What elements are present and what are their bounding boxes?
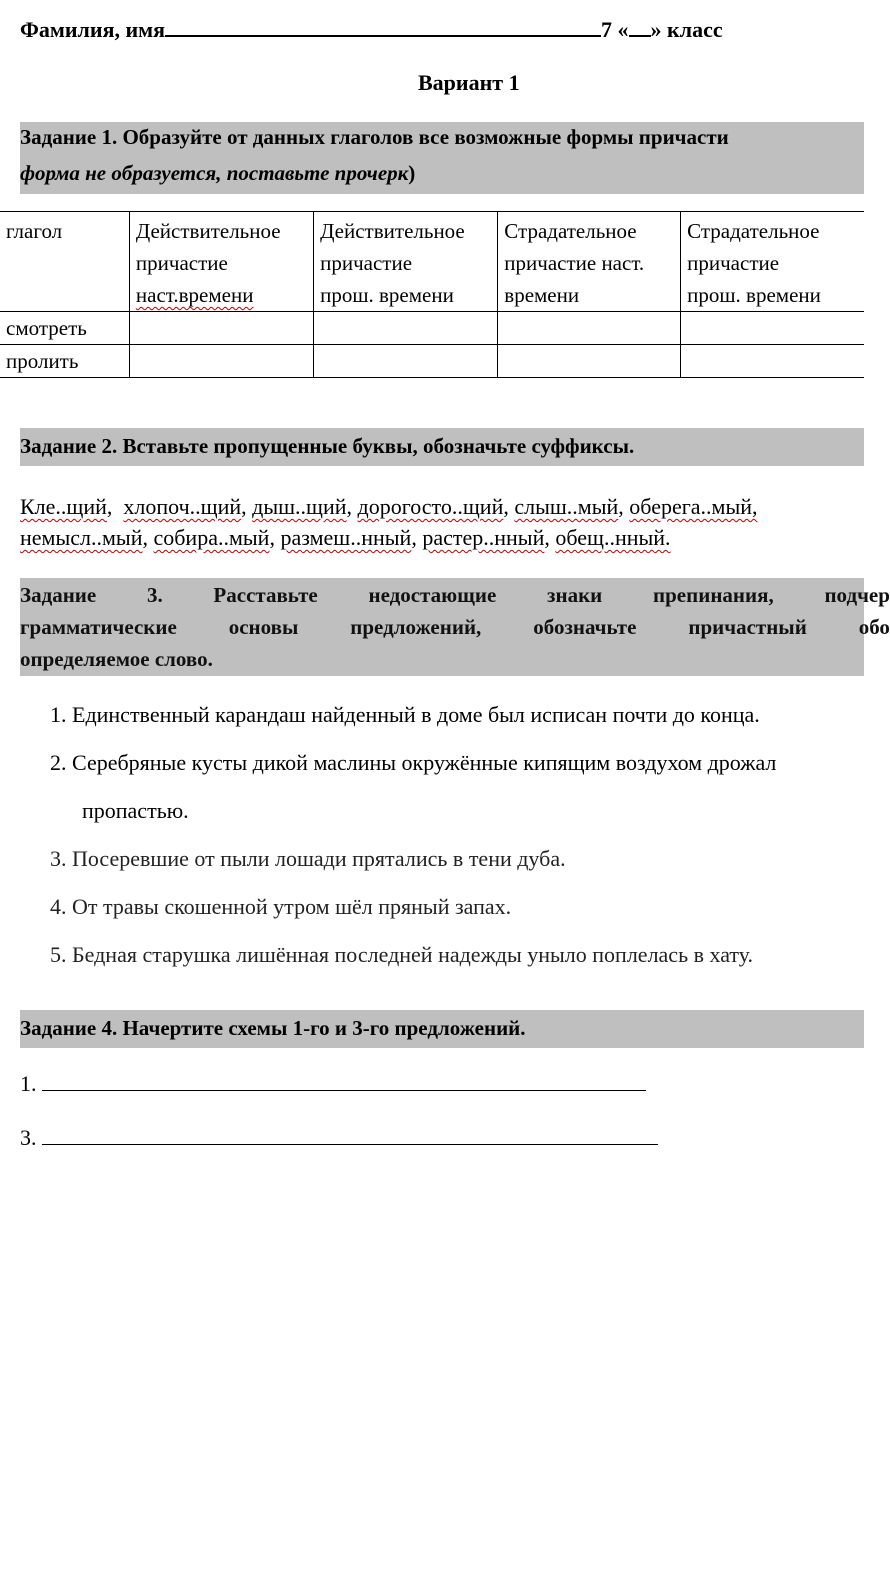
table-row xyxy=(0,345,864,378)
task2-title: Задание 2. Вставьте пропущенные буквы, обозначьте суффиксы. xyxy=(20,434,635,458)
word-item: хлопоч..щий xyxy=(123,494,242,519)
task3-title-line3: определяемое слово. xyxy=(20,647,213,671)
word-item: слыш..мый xyxy=(514,494,619,519)
sentence-item: 4. От травы скошенной утром шёл пряный запах. xyxy=(50,894,512,919)
name-label: Фамилия, имя xyxy=(20,17,166,42)
word-item: дорогосто..щий xyxy=(357,494,504,519)
answer-cell[interactable] xyxy=(314,345,498,378)
answer-cell[interactable] xyxy=(681,312,864,345)
word-item: размеш..нный xyxy=(280,525,412,550)
name-blank[interactable] xyxy=(165,15,601,37)
task4-title: Задание 4. Начертите схемы 1-го и 3-го предложений. xyxy=(20,1016,526,1040)
grade-suffix: » класс xyxy=(650,17,723,42)
grade-prefix: 7 « xyxy=(601,17,629,42)
answer-line-1: 1. xyxy=(20,1068,646,1100)
task1-title: Задание 1. Образуйте от данных глаголов все возможные формы причасти xyxy=(20,125,729,149)
name-line xyxy=(20,15,723,43)
answer-cell[interactable] xyxy=(314,312,498,345)
answer-cell[interactable] xyxy=(129,345,313,378)
word-item: обещ..нный. xyxy=(555,525,671,550)
answer-cell[interactable] xyxy=(498,345,681,378)
sentence-item: 3. Посеревшие от пыли лошади прятались в тени дуба. xyxy=(50,846,566,871)
word-item: собира..мый xyxy=(153,525,270,550)
sentence-continuation: пропастью. xyxy=(82,798,189,823)
grade-blank[interactable] xyxy=(629,17,651,37)
answer-blank-3[interactable] xyxy=(42,1124,658,1145)
participles-table xyxy=(0,211,864,378)
verb-cell: смотреть xyxy=(0,312,129,345)
word-item: дыш..щий xyxy=(252,494,347,519)
table-header-row xyxy=(0,212,864,312)
header-active-past: Действительное причастие прош. времени xyxy=(314,212,498,312)
answer-line-3: 3. xyxy=(20,1122,658,1154)
answer-cell[interactable] xyxy=(681,345,864,378)
word-item: оберега..мый, xyxy=(629,494,758,519)
answer-cell[interactable] xyxy=(129,312,313,345)
variant-title: Вариант 1 xyxy=(418,70,520,95)
header-passive-past: Страдательное причастие прош. времени xyxy=(681,212,864,312)
task2-words-line2: немысл..мый, собира..мый, размеш..нный, растер..нный, обещ..нный. xyxy=(20,525,671,550)
task1-title-line2: форма не образуется, поставьте прочерк) xyxy=(20,161,416,185)
sentence-item: 5. Бедная старушка лишённая последней надежды уныло поплелась в хату. xyxy=(50,942,754,967)
task3-title-line2: грамматические основы предложений, обозначьте причастный обо xyxy=(20,615,890,639)
verb-cell: пролить xyxy=(0,345,129,378)
table-row xyxy=(0,312,864,345)
header-verb: глагол xyxy=(0,212,129,312)
header-passive-present: Страдательное причастие наст. времени xyxy=(498,212,681,312)
sentence-item: 2. Серебряные кусты дикой маслины окружённые кипящим воздухом дрожал xyxy=(50,750,777,775)
task1-title-italic: форма не образуется, поставьте прочерк xyxy=(20,161,409,185)
answer-cell[interactable] xyxy=(498,312,681,345)
word-item: Кле..щий xyxy=(20,494,107,519)
word-item: немысл..мый xyxy=(20,525,143,550)
header-active-present: Действительное причастие наст.времени xyxy=(129,212,313,312)
task3-title-line1: Задание 3. Расставьте недостающие знаки препинания, подчер xyxy=(20,583,890,607)
sentence-item: 1. Единственный карандаш найденный в доме был исписан почти до конца. xyxy=(50,702,760,727)
answer-blank-1[interactable] xyxy=(42,1070,646,1091)
task2-words-line1: Кле..щий, хлопоч..щий, дыш..щий, дорогосто..щий, слыш..мый, оберега..мый, xyxy=(20,494,758,519)
word-item: растер..нный xyxy=(422,525,545,550)
